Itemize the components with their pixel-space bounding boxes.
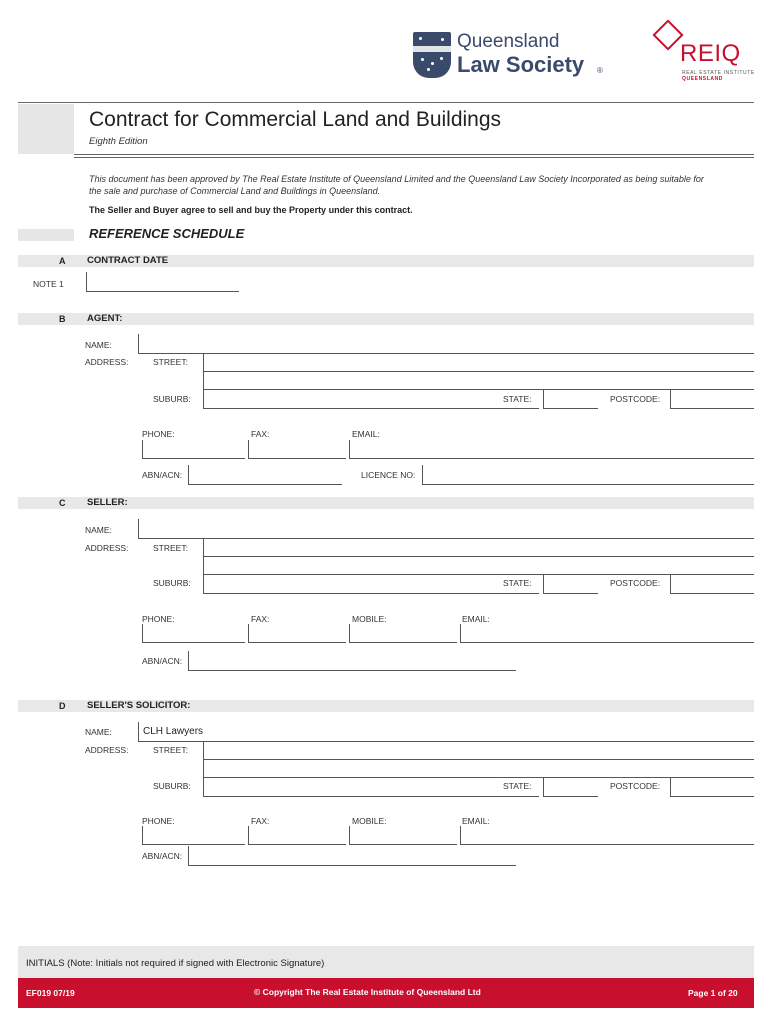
solicitor-state-label: STATE:: [503, 781, 532, 791]
solicitor-phone-label: PHONE:: [142, 816, 175, 826]
agent-state-label: STATE:: [503, 394, 532, 404]
page-number: Page 1 of 20: [688, 988, 738, 998]
solicitor-fax-label: FAX:: [251, 816, 270, 826]
seller-name-label: NAME:: [85, 525, 112, 535]
seller-fax-label: FAX:: [251, 614, 270, 624]
copyright-notice: © Copyright The Real Estate Institute of Queensland Ltd: [254, 987, 481, 997]
agent-name-label: NAME:: [85, 340, 112, 350]
title-rule-bottom-2: [74, 157, 754, 158]
title-rule-top: [18, 102, 754, 103]
document-title: Contract for Commercial Land and Buildings: [89, 108, 502, 131]
seller-mobile-label: MOBILE:: [352, 614, 387, 624]
seller-state-label: STATE:: [503, 578, 532, 588]
solicitor-postcode-label: POSTCODE:: [610, 781, 661, 791]
seller-postcode-label: POSTCODE:: [610, 578, 661, 588]
section-a-title: CONTRACT DATE: [87, 255, 169, 266]
qls-logo-registered: ®: [597, 66, 603, 75]
solicitor-email-label: EMAIL:: [462, 816, 490, 826]
agent-phone-label: PHONE:: [142, 429, 175, 439]
section-d-letter: D: [59, 701, 66, 711]
reiq-logo-text: REIQ: [680, 40, 741, 67]
note-1-label: NOTE 1: [33, 279, 64, 289]
schedule-heading: REFERENCE SCHEDULE: [89, 226, 245, 241]
section-c-bar: [18, 497, 754, 509]
seller-abn-label: ABN/ACN:: [142, 656, 183, 666]
intro-paragraph: This document has been approved by The Real Estate Institute of Queensland Limited and the Queensland Law Society Incorporated as being suitable for the sale and purchase of Commercial Land and Buildings in Queensland.: [89, 174, 704, 196]
agent-abn-label: ABN/ACN:: [142, 470, 183, 480]
seller-address-label: ADDRESS:: [85, 543, 129, 553]
seller-street-label: STREET:: [153, 543, 188, 553]
section-b-title: AGENT:: [87, 313, 123, 324]
schedule-side-block: [18, 229, 74, 241]
title-rule-bottom: [74, 154, 754, 155]
agent-postcode-label: POSTCODE:: [610, 394, 661, 404]
solicitor-suburb-label: SUBURB:: [153, 781, 191, 791]
qls-logo-line1: Queensland: [457, 31, 560, 52]
solicitor-abn-label: ABN/ACN:: [142, 851, 183, 861]
section-c-letter: C: [59, 498, 66, 508]
reiq-logo-sub2: QUEENSLAND: [682, 76, 724, 82]
solicitor-name-value: CLH Lawyers: [143, 726, 204, 737]
agreement-statement: The Seller and Buyer agree to sell and buy the Property under this contract.: [89, 205, 413, 215]
reiq-logo-sub1: REAL ESTATE INSTITUTE: [682, 70, 755, 76]
solicitor-name-label: NAME:: [85, 727, 112, 737]
section-d-title: SELLER'S SOLICITOR:: [87, 700, 191, 711]
section-b-bar: [18, 313, 754, 325]
section-c-title: SELLER:: [87, 497, 128, 508]
solicitor-address-label: ADDRESS:: [85, 745, 129, 755]
section-b-letter: B: [59, 314, 66, 324]
agent-suburb-label: SUBURB:: [153, 394, 191, 404]
solicitor-mobile-label: MOBILE:: [352, 816, 387, 826]
form-code: EF019 07/19: [26, 988, 75, 998]
seller-phone-label: PHONE:: [142, 614, 175, 624]
title-side-block: [18, 104, 74, 154]
document-edition: Eighth Edition: [89, 136, 148, 147]
reiq-diamond-icon: [652, 19, 683, 50]
agent-street-label: STREET:: [153, 357, 188, 367]
agent-address-label: ADDRESS:: [85, 357, 129, 367]
section-a-letter: A: [59, 256, 66, 266]
agent-email-label: EMAIL:: [352, 429, 380, 439]
agent-licence-label: LICENCE NO:: [361, 470, 416, 480]
seller-email-label: EMAIL:: [462, 614, 490, 624]
seller-suburb-label: SUBURB:: [153, 578, 191, 588]
agent-fax-label: FAX:: [251, 429, 270, 439]
solicitor-street-label: STREET:: [153, 745, 188, 755]
initials-note: INITIALS (Note: Initials not required if signed with Electronic Signature): [26, 958, 325, 969]
qls-shield-icon: [413, 32, 451, 78]
qls-logo-line2: Law Society: [457, 52, 585, 77]
